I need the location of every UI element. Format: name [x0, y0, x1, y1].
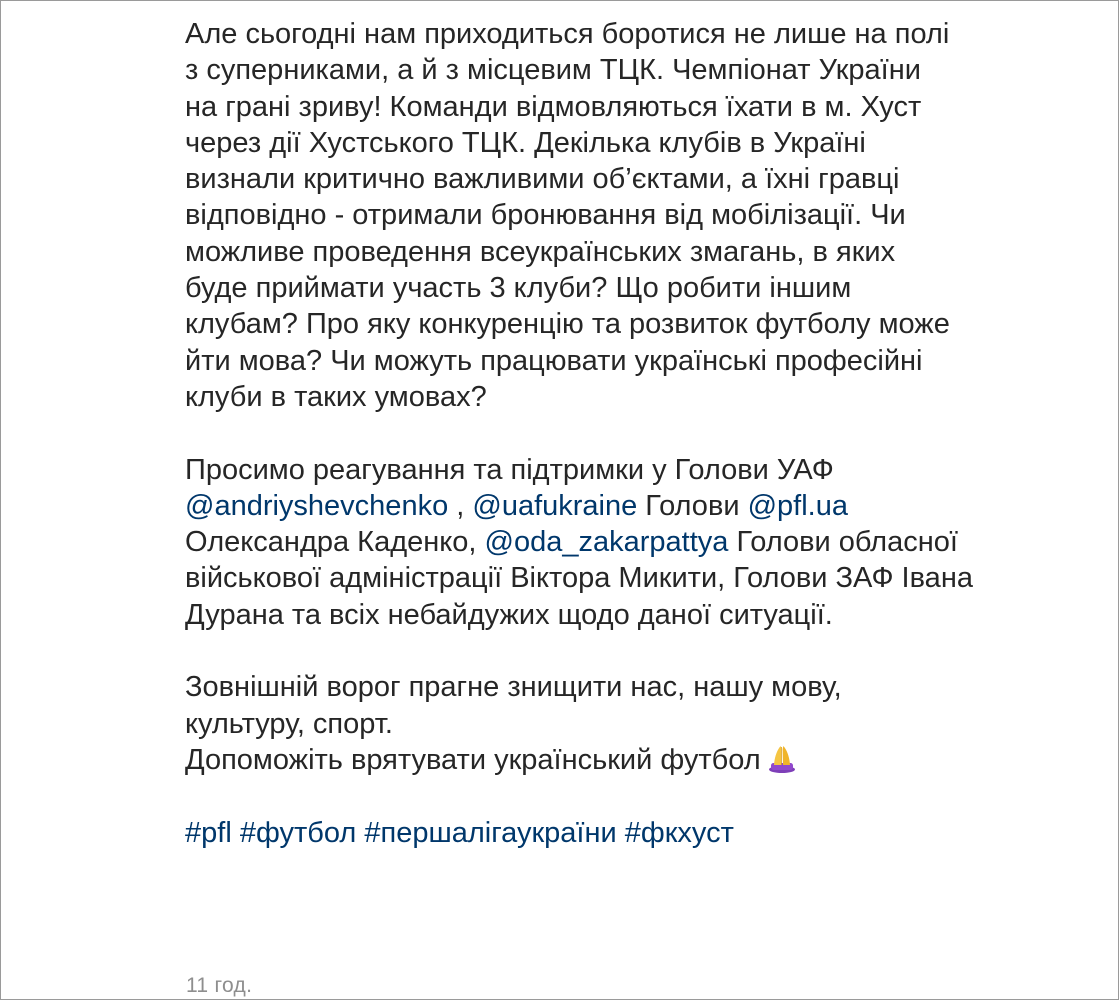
caption-line: буде приймати участь 3 клуби? Що робити іншим: [185, 272, 852, 305]
caption-text: Голови обласної: [728, 526, 958, 559]
paragraph-spacer: [185, 633, 1085, 669]
caption-paragraph-1: [185, 16, 1085, 415]
caption-line: [185, 742, 1085, 778]
caption-line: Але сьогодні нам приходиться боротися не лише на полі: [185, 18, 950, 50]
mention-oda-zakarpattya[interactable]: @oda_zakarpattya: [484, 526, 729, 559]
caption-paragraph-2: [185, 452, 1085, 633]
hashtag-futbol[interactable]: #футбол: [239, 816, 357, 849]
mention-separator: ,: [448, 489, 473, 522]
caption-text: Допоможіть врятувати український футбол: [185, 743, 761, 776]
folded-hands-emoji-icon: [765, 743, 799, 773]
caption-line: клубам? Про яку конкуренцію та розвиток футболу може: [185, 308, 950, 341]
paragraph-spacer: [185, 778, 1085, 814]
hashtag-pfl[interactable]: #pfl: [185, 816, 232, 849]
hashtag-fkkhust[interactable]: #фкхуст: [624, 816, 734, 849]
caption-line: [185, 524, 1085, 560]
caption-line: Зовнішній ворог прагне знищити нас, нашу мову,: [185, 671, 842, 704]
caption-paragraph-3: [185, 669, 1085, 778]
caption-text: Олександра Каденко,: [185, 526, 485, 559]
mention-andriyshevchenko[interactable]: @andriyshevchenko: [185, 489, 449, 522]
caption-text: Голови: [637, 489, 748, 522]
post-timestamp[interactable]: 11 год.: [186, 974, 253, 997]
mention-pfl-ua[interactable]: @pfl.ua: [747, 489, 848, 522]
caption-line: йти мова? Чи можуть працювати українські професійні: [185, 344, 923, 377]
caption-line: відповідно - отримали бронювання від мобілізації. Чи: [185, 199, 906, 232]
paragraph-spacer: [185, 415, 1085, 451]
caption-line: військової адміністрації Віктора Микити, Голови ЗАФ Івана: [185, 562, 973, 595]
caption-line: культуру, спорт.: [185, 707, 393, 740]
caption-line: Просимо реагування та підтримки у Голови УАФ: [185, 453, 834, 486]
caption-line: можливе проведення всеукраїнських змагань, в яких: [185, 235, 896, 268]
caption-line: Дурана та всіх небайдужих щодо даної ситуації.: [185, 598, 833, 631]
caption-line: [185, 488, 1085, 524]
mention-uafukraine[interactable]: @uafukraine: [472, 489, 638, 522]
caption-line: на грані зриву! Команди відмовляються їхати в м. Хуст: [185, 90, 922, 123]
hashtag-row: [185, 815, 1085, 851]
post-caption: [185, 16, 1085, 851]
hashtag-pershaligaukrainy[interactable]: #першалігаукраїни: [364, 816, 617, 849]
caption-line: клуби в таких умовах?: [185, 380, 487, 413]
caption-line: з суперниками, а й з місцевим ТЦК. Чемпіонат України: [185, 54, 921, 87]
caption-line: через дії Хустського ТЦК. Декілька клубів в Україні: [185, 126, 866, 159]
caption-line: визнали критично важливими об’єктами, а їхні гравці: [185, 163, 900, 196]
